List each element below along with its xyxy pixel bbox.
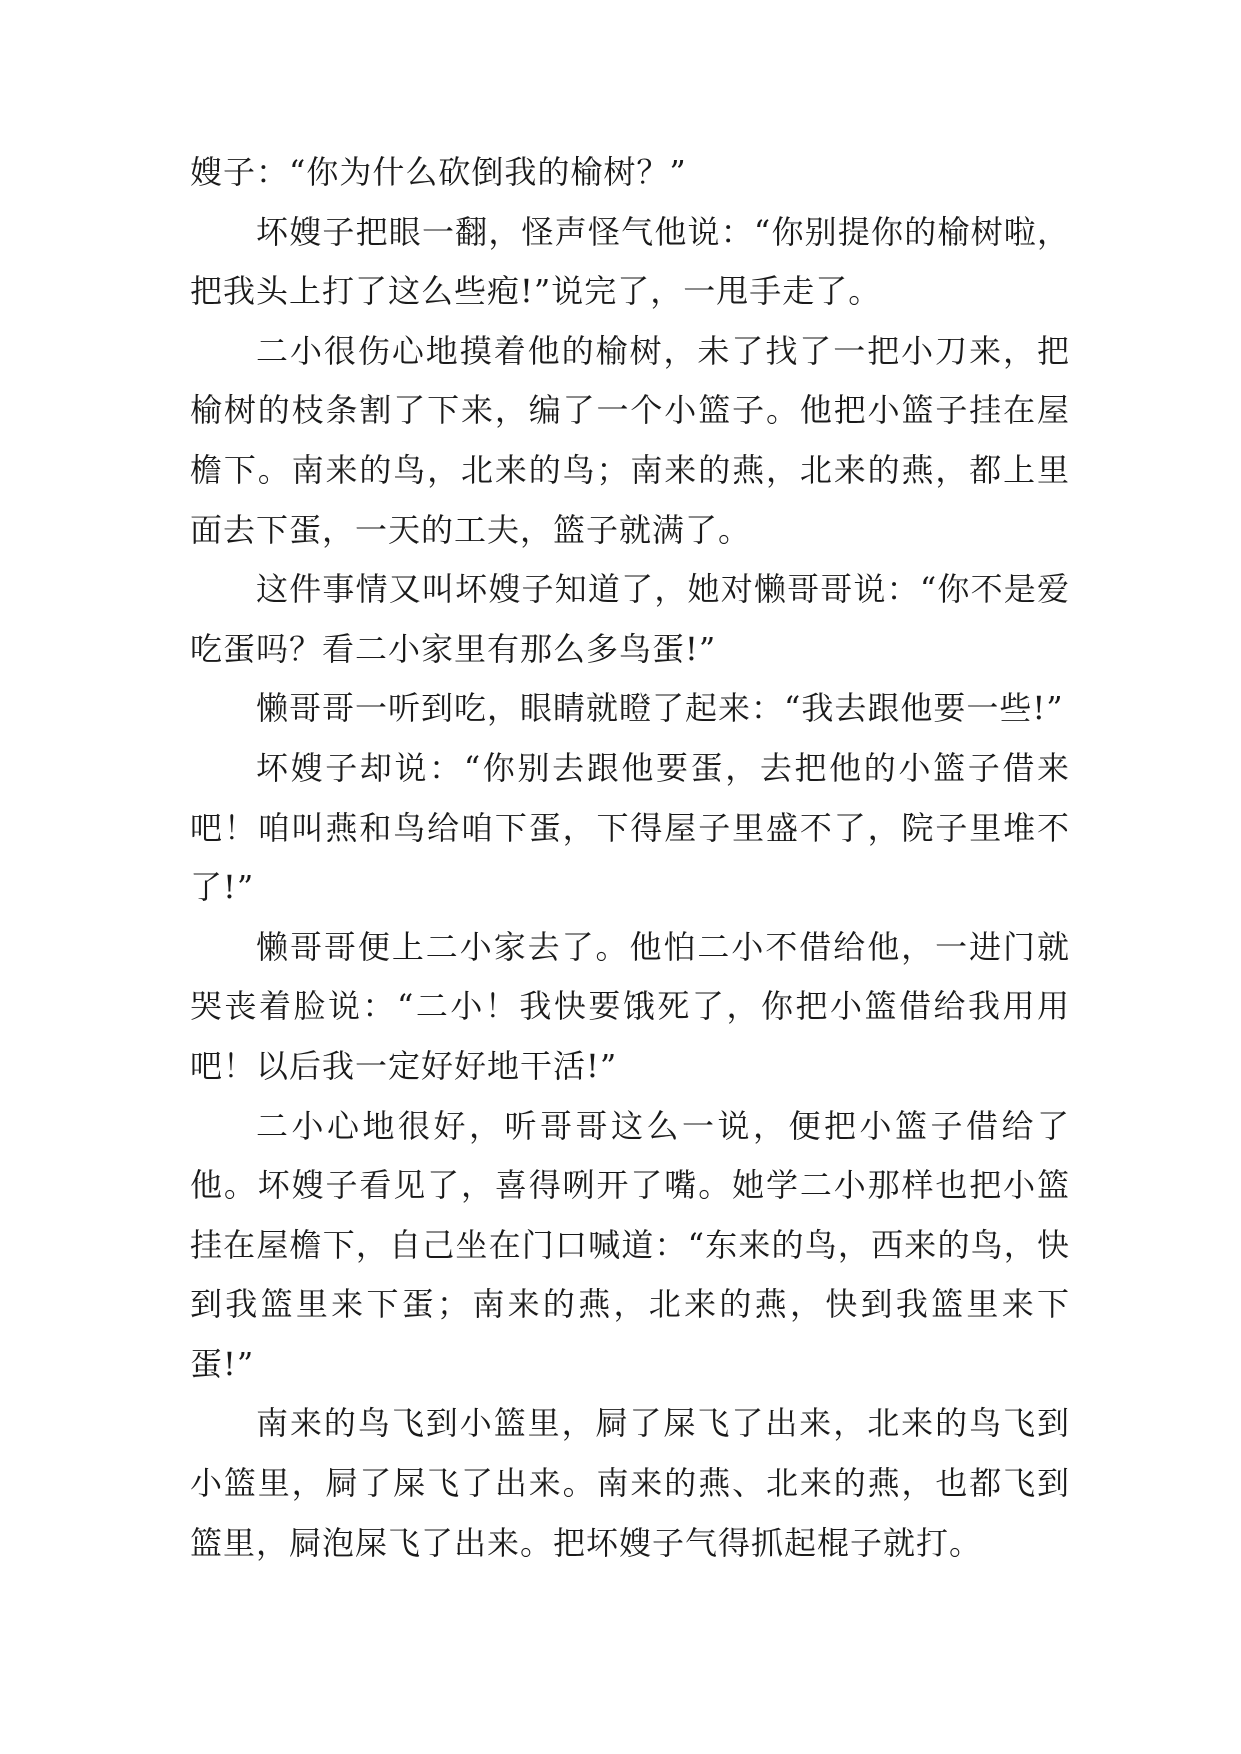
paragraph: 懒哥哥便上二小家去了。他怕二小不借给他，一进门就哭丧着脸说：“二小！我快要饿死了，你把小篮借给我用用吧！以后我一定好好地干活!” (190, 927, 1070, 1085)
paragraph: 二小很伤心地摸着他的榆树，未了找了一把小刀来，把榆树的枝条割了下来，编了一个小篮子。他把小篮子挂在屋檐下。南来的鸟，北来的鸟；南来的燕，北来的燕，都上里面去下蛋，一天的工夫，篮子就满了。 (190, 331, 1070, 549)
story-text (190, 143, 1070, 1573)
paragraph: 南来的鸟飞到小篮里，屙了屎飞了出来，北来的鸟飞到小篮里，屙了屎飞了出来。南来的燕、北来的燕，也都飞到篮里，屙泡屎飞了出来。把坏嫂子气得抓起棍子就打。 (190, 1404, 1070, 1562)
paragraph: 嫂子：“你为什么砍倒我的榆树？” (190, 153, 687, 191)
paragraph: 二小心地很好，听哥哥这么一说，便把小篮子借给了他。坏嫂子看见了，喜得咧开了嘴。她学二小那样也把小篮挂在屋檐下，自己坐在门口喊道：“东来的鸟，西来的鸟，快到我篮里来下蛋；南来的燕，北来的燕，快到我篮里来下蛋!” (190, 1106, 1070, 1383)
paragraph: 这件事情又叫坏嫂子知道了，她对懒哥哥说：“你不是爱吃蛋吗？看二小家里有那么多鸟蛋!” (190, 570, 1070, 668)
paragraph: 坏嫂子却说：“你别去跟他要蛋，去把他的小篮子借来吧！咱叫燕和鸟给咱下蛋，下得屋子里盛不了，院子里堆不了!” (190, 748, 1070, 907)
paragraph: 坏嫂子把眼一翻，怪声怪气他说：“你别提你的榆树啦，把我头上打了这么些疱!”说完了，一甩手走了。 (190, 212, 1070, 311)
paragraph: 懒哥哥一听到吃，眼睛就瞪了起来：“我去跟他要一些!” (256, 689, 1064, 728)
